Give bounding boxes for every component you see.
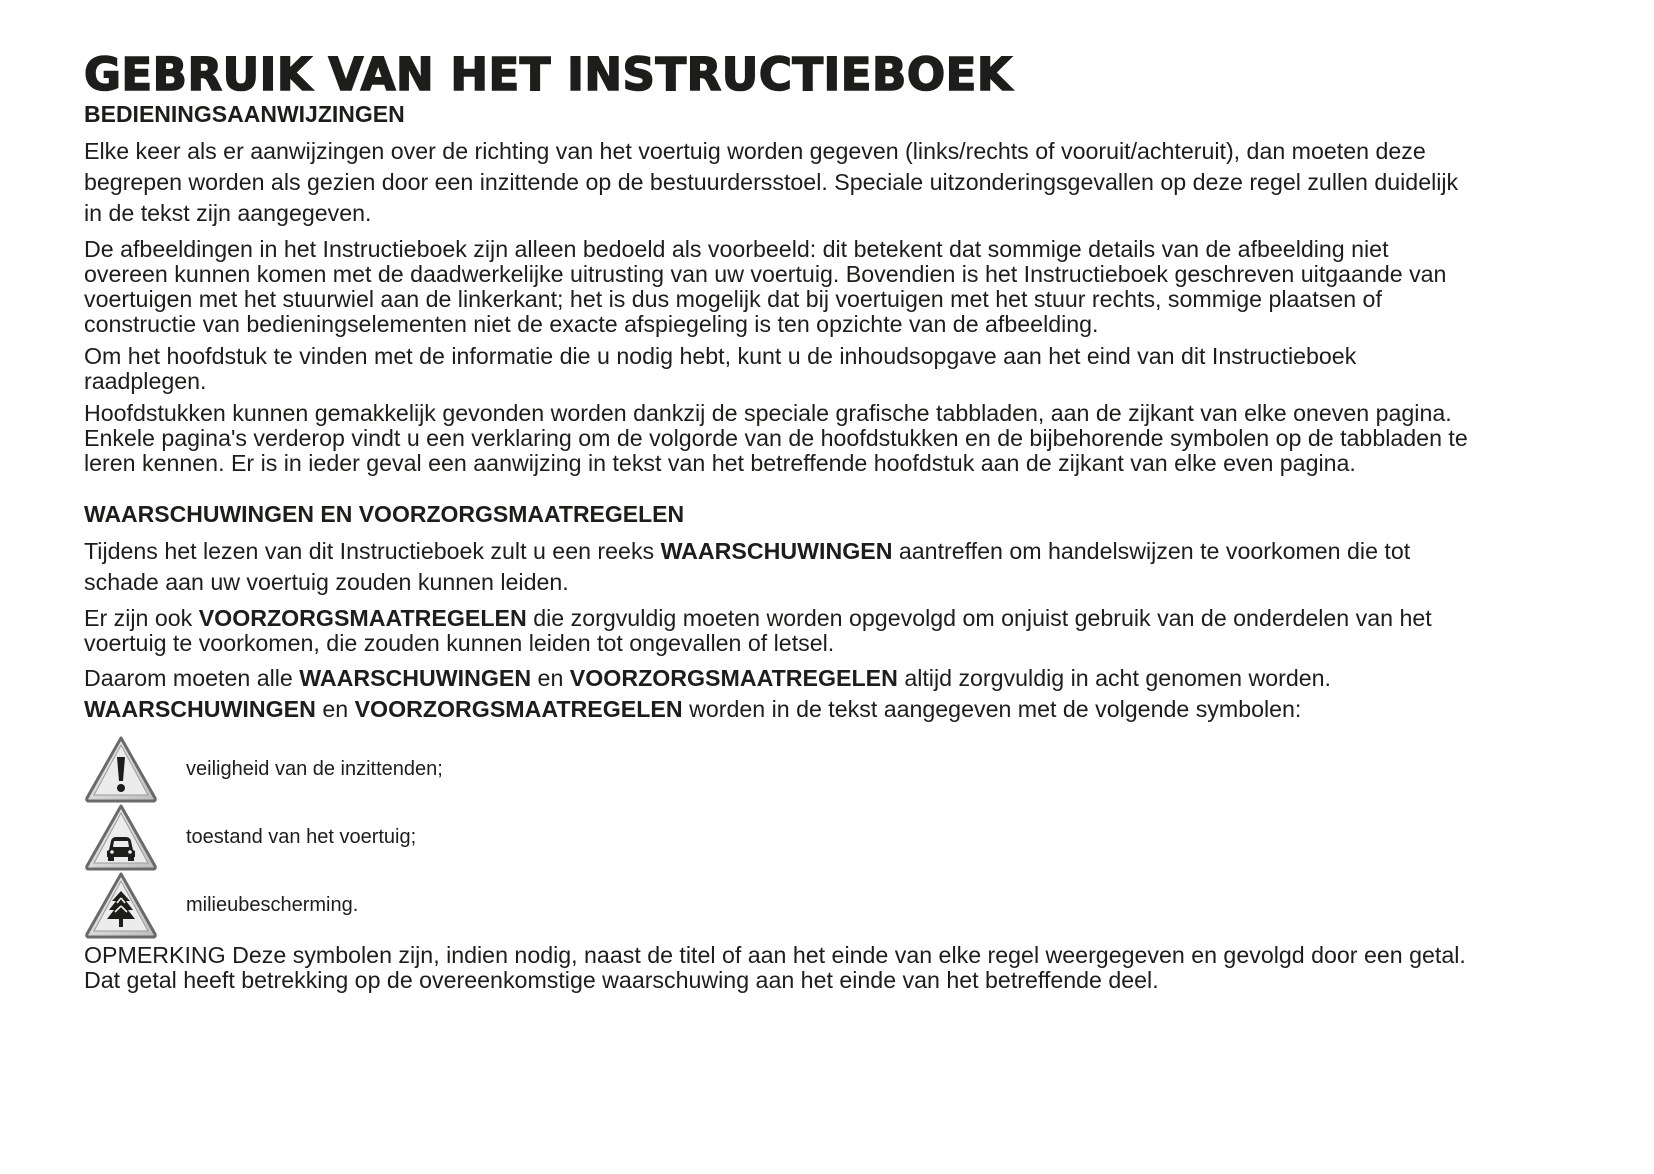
page-title: GEBRUIK VAN HET INSTRUCTIEBOEK (84, 48, 1013, 101)
paragraph-tabs: Hoofdstukken kunnen gemakkelijk gevonden worden dankzij de speciale grafische tabbladen, aan de zijkant van elke oneven pagina. Enkele pagina's verderop vindt u een verklaring om de volgorde van de hoofdstukken en de bijbehorende symbolen op de tabbladen te leren kennen. Er is in ieder geval een aanwijzing in tekst van het betreffende hoofdstuk aan de zijkant van elke even pagina. (84, 400, 1468, 476)
warning-car-icon (84, 803, 158, 871)
symbol-legend (84, 735, 1474, 939)
paragraph-warnings: Tijdens het lezen van dit Instructieboek zult u een reeks WAARSCHUWINGEN aantreffen om handelswijzen te voorkomen die tot schade aan uw voertuig zouden kunnen leiden. (84, 538, 1411, 595)
symbol-label: veiligheid van de inzittenden; (186, 758, 443, 780)
paragraph-images: De afbeeldingen in het Instructieboek zijn alleen bedoeld als voorbeeld: dit betekent dat sommige details van de afbeelding niet overeen kunnen komen met de daadwerkelijke uitrusting van uw voertuig. Bovendien is het Instructieboek geschreven uitgaande van voertuigen met het stuurwiel aan de linkerkant; het is dus mogelijk dat bij voertuigen met het stuur rechts, sommige plaatsen of constructie van bedieningselementen niet de exacte afspiegeling is ten opzichte van de afbeelding. (84, 236, 1447, 337)
paragraph-symbols-intro: WAARSCHUWINGEN en VOORZORGSMAATREGELEN worden in de tekst aangegeven met de volgende symbolen: (84, 696, 1302, 722)
symbol-row (84, 803, 1474, 871)
symbol-row (84, 871, 1474, 939)
paragraph-precautions: Er zijn ook VOORZORGSMAATREGELEN die zorgvuldig moeten worden opgevolgd om onjuist gebruik van de onderdelen van het voertuig te voorkomen, die zouden kunnen leiden tot ongevallen of letsel. (84, 605, 1432, 656)
section-heading-waarschuwingen: WAARSCHUWINGEN EN VOORZORGSMAATREGELEN (84, 501, 685, 527)
section-heading-bedieningsaanwijzingen: BEDIENINGSAANWIJZINGEN (84, 101, 405, 127)
warning-tree-icon (84, 871, 158, 939)
page-content (84, 50, 1474, 993)
symbol-row (84, 735, 1474, 803)
symbol-label: toestand van het voertuig; (186, 826, 417, 848)
paragraph-chapter-index: Om het hoofdstuk te vinden met de informatie die u nodig hebt, kunt u de inhoudsopgave aan het eind van dit Instructieboek raadplegen. (84, 343, 1357, 394)
paragraph-note: OPMERKING Deze symbolen zijn, indien nodig, naast de titel of aan het einde van elke regel weergegeven en gevolgd door een getal. Dat getal heeft betrekking op de overeenkomstige waarschuwing aan het einde van het betreffende deel. (84, 942, 1466, 993)
warning-exclamation-icon (84, 735, 158, 803)
symbol-label: milieubescherming. (186, 894, 359, 916)
paragraph-direction: Elke keer als er aanwijzingen over de richting van het voertuig worden gegeven (links/rechts of vooruit/achteruit), dan moeten deze begrepen worden als gezien door een inzittende op de bestuurdersstoel. Speciale uitzonderingsgevallen op deze regel zullen duidelijk in de tekst zijn aangegeven. (84, 138, 1459, 226)
paragraph-always-observe: Daarom moeten alle WAARSCHUWINGEN en VOORZORGSMAATREGELEN altijd zorgvuldig in acht genomen worden. (84, 665, 1331, 691)
